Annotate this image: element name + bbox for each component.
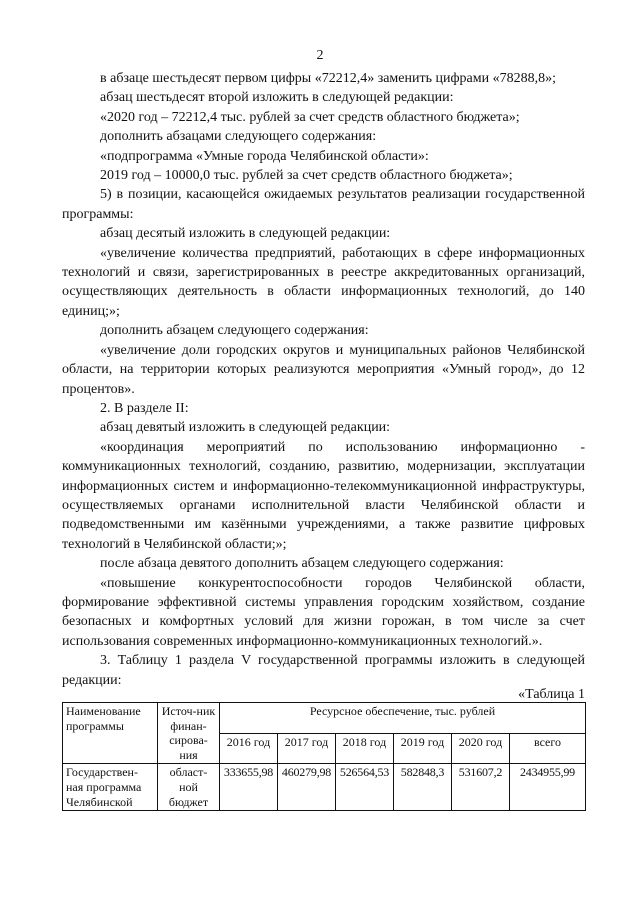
paragraph: дополнить абзацами следующего содержания: xyxy=(100,129,377,145)
paragraph: «подпрограмма «Умные города Челябинской области»: xyxy=(100,148,429,164)
header-year: 2019 год xyxy=(394,733,452,764)
paragraph: абзац девятый изложить в следующей редакции: xyxy=(100,420,391,436)
header-resources: Ресурсное обеспечение, тыс. рублей xyxy=(220,703,586,734)
header-year: 2017 год xyxy=(278,733,336,764)
row-value: 531607,2 xyxy=(452,764,510,811)
row-value: 582848,3 xyxy=(394,764,452,811)
row-funding-source: област-ной бюджет xyxy=(158,764,220,811)
row-total: 2434955,99 xyxy=(510,764,586,811)
paragraph: «координация мероприятий по использованию информационно - коммуникационных технологий, созданию, развитию, модернизации, эксплуатации информационных систем и информационно-телекоммуникационной инфраструктуры, осуществляемых органами исполнительной власти Челябинской области и подведомственными им казёнными учреждениями, а также развитие цифровых технологий в Челябинской области;»; xyxy=(62,439,585,552)
paragraph: «увеличение доли городских округов и муниципальных районов Челябинской области, на территории которых реализуются мероприятия «Умный город», до 12 процентов». xyxy=(62,342,585,397)
paragraph: 3. Таблицу 1 раздела V государственной программы изложить в следующей редакции: xyxy=(62,653,585,688)
header-year: 2016 год xyxy=(220,733,278,764)
section-heading: 2. В разделе II: xyxy=(100,400,189,416)
document-body xyxy=(62,69,585,690)
row-program-name: Государствен-ная программа Челябинской xyxy=(63,764,158,811)
table-header-row xyxy=(63,703,586,734)
header-year: 2020 год xyxy=(452,733,510,764)
paragraph: «повышение конкурентоспособности городов Челябинской области, формирование эффективной системы управления городским хозяйством, создание безопасных и комфортных условий для жизни горожан, в том числе за счет использования современных информационно-коммуникационных технологий.». xyxy=(62,575,585,649)
paragraph: дополнить абзацем следующего содержания: xyxy=(100,323,369,339)
paragraph: абзац шестьдесят второй изложить в следующей редакции: xyxy=(100,90,454,106)
paragraph: после абзаца девятого дополнить абзацем следующего содержания: xyxy=(100,556,504,572)
header-funding-source: Источ-ник финан-сирова-ния xyxy=(158,703,220,764)
resource-table xyxy=(62,702,586,811)
paragraph: «увеличение количества предприятий, работающих в сфере информационных технологий и связи, зарегистрированных в реестре аккредитованных организаций, осуществляющих деятельность в области информационных технологий, до 140 единиц;»; xyxy=(62,245,585,319)
table-row xyxy=(63,764,586,811)
paragraph: «2020 год – 72212,4 тыс. рублей за счет средств областного бюджета»; xyxy=(100,109,520,125)
paragraph: 5) в позиции, касающейся ожидаемых результатов реализации государственной программы: xyxy=(62,187,585,222)
header-program-name: Наименование программы xyxy=(63,703,158,764)
table-caption: «Таблица 1 xyxy=(518,687,585,702)
row-value: 526564,53 xyxy=(336,764,394,811)
header-year: 2018 год xyxy=(336,733,394,764)
paragraph: в абзаце шестьдесят первом цифры «72212,4» заменить цифрами «78288,8»; xyxy=(100,71,557,86)
row-value: 333655,98 xyxy=(220,764,278,811)
paragraph: абзац десятый изложить в следующей редакции: xyxy=(100,226,391,242)
page-number: 2 xyxy=(316,48,324,63)
paragraph: 2019 год – 10000,0 тыс. рублей за счет средств областного бюджета»; xyxy=(100,168,513,184)
header-total: всего xyxy=(510,733,586,764)
row-value: 460279,98 xyxy=(278,764,336,811)
